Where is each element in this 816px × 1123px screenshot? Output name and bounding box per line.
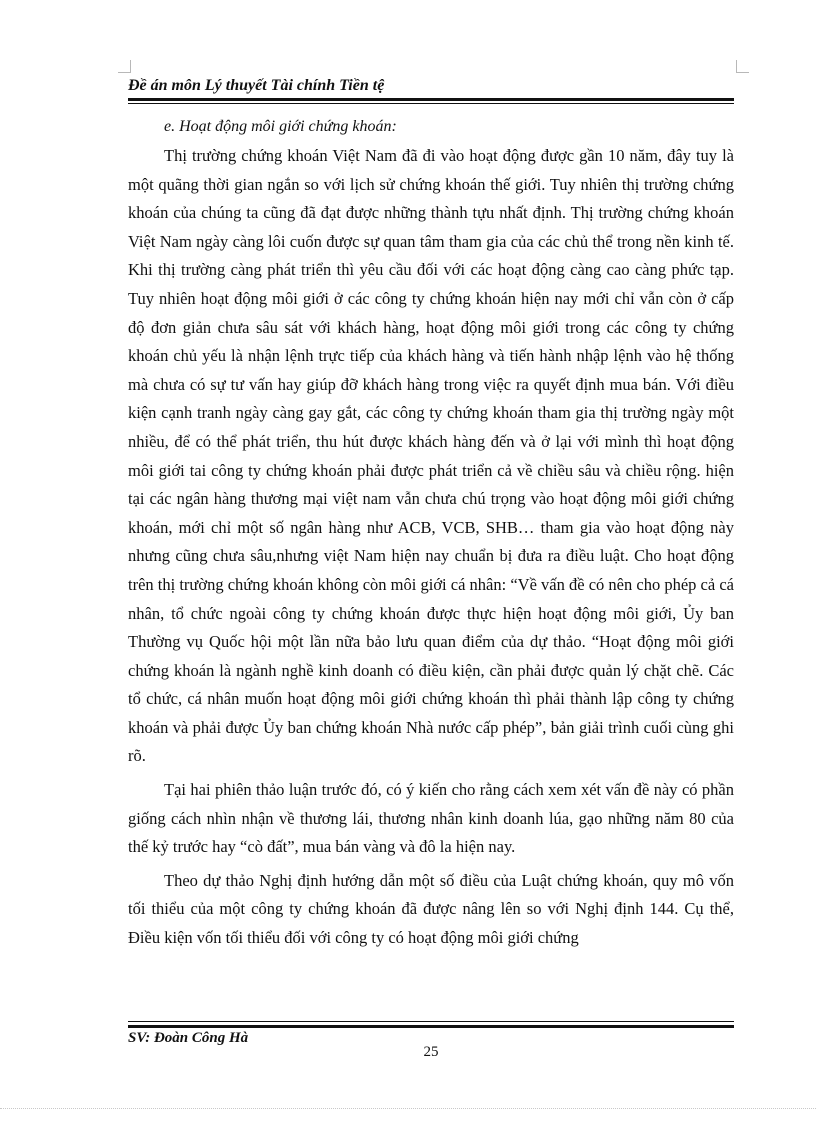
header-rule-thick [128,98,734,101]
page-header-title: Đề án môn Lý thuyết Tài chính Tiền tệ [128,77,385,94]
header-rule-thin [128,103,734,104]
section-heading: e. Hoạt động môi giới chứng khoán: [164,118,397,135]
crop-mark-top-left [118,60,131,73]
body-paragraph-1: Thị trường chứng khoán Việt Nam đã đi vào hoạt động được gần 10 năm, đây tuy là một quãng thời gian ngắn so với lịch sử chứng khoán thế giới. Tuy nhiên thị trường chứng khoán của chúng ta cũng đã đạt được những thành tựu nhất định. Thị trường chứng khoán Việt Nam ngày càng lôi cuốn được sự quan tâm tham gia của các chủ thể trong nền kinh tế. Khi thị trường càng phát triển thì yêu cầu đối với các hoạt động càng cao càng phức tạp. Tuy nhiên hoạt động môi giới ở các công ty chứng khoán hiện nay mới chỉ vẫn còn ở cấp độ đơn giản chưa sâu sát với khách hàng, hoạt động môi giới trong các công ty chứng khoán chủ yếu là nhận lệnh trực tiếp của khách hàng và tiến hành nhập lệnh vào hệ thống mà chưa có sự tư vấn hay giúp đỡ khách hàng trong việc ra quyết định mua bán. Với điều kiện cạnh tranh ngày càng gay gắt, các công ty chứng khoán tham gia thị trường ngày một nhiều, để có thể phát triển, thu hút được khách hàng đến và ở lại với mình thì hoạt động môi giới tai công ty chứng khoán phải được phát triển cả về chiều sâu và chiều rộng. hiện tại các ngân hàng thương mại việt nam vẫn chưa chú trọng vào hoạt động môi giới chứng khoán, mới chỉ một số ngân hàng như ACB, VCB, SHB… tham gia vào hoạt động này nhưng cũng chưa sâu,nhưng việt Nam hiện nay chuẩn bị đưa ra điều luật. Cho hoạt động trên thị trường chứng khoán không còn môi giới cá nhân: “Về vấn đề có nên cho phép cả cá nhân, tổ chức ngoài công ty chứng khoán được thực hiện hoạt động môi giới, Ủy ban Thường vụ Quốc hội một lần nữa bảo lưu quan điểm của dự thảo. “Hoạt động môi giới chứng khoán là ngành nghề kinh doanh có điều kiện, cần phải được quản lý chặt chẽ. Các tổ chức, cá nhân muốn hoạt động môi giới chứng khoán thì phải thành lập công ty chứng khoán và phải được Ủy ban chứng khoán Nhà nước cấp phép”, bản giải trình cuối cùng ghi rõ. [128,146,734,766]
footer-rule-thin [128,1021,734,1022]
page-number: 25 [423,1044,439,1060]
footer-rule-thick [128,1025,734,1028]
crop-mark-top-right [736,60,749,73]
document-body [128,112,734,953]
body-paragraph-2: Tại hai phiên thảo luận trước đó, có ý kiến cho rằng cách xem xét vấn đề này có phần giống cách nhìn nhận về thương lái, thương nhân kinh doanh lúa, gạo những năm 80 của thế kỷ trước hay “cò đất”, mua bán vàng và đô la hiện nay. [128,780,734,857]
page-bottom-dotted-line [0,1108,816,1109]
footer-author: SV: Đoàn Công Hà [128,1030,249,1046]
body-paragraph-3: Theo dự thảo Nghị định hướng dẫn một số điều của Luật chứng khoán, quy mô vốn tối thiểu của một công ty chứng khoán đã được nâng lên so với Nghị định 144. Cụ thể, Điều kiện vốn tối thiểu đối với công ty có hoạt động môi giới chứng [128,870,734,948]
